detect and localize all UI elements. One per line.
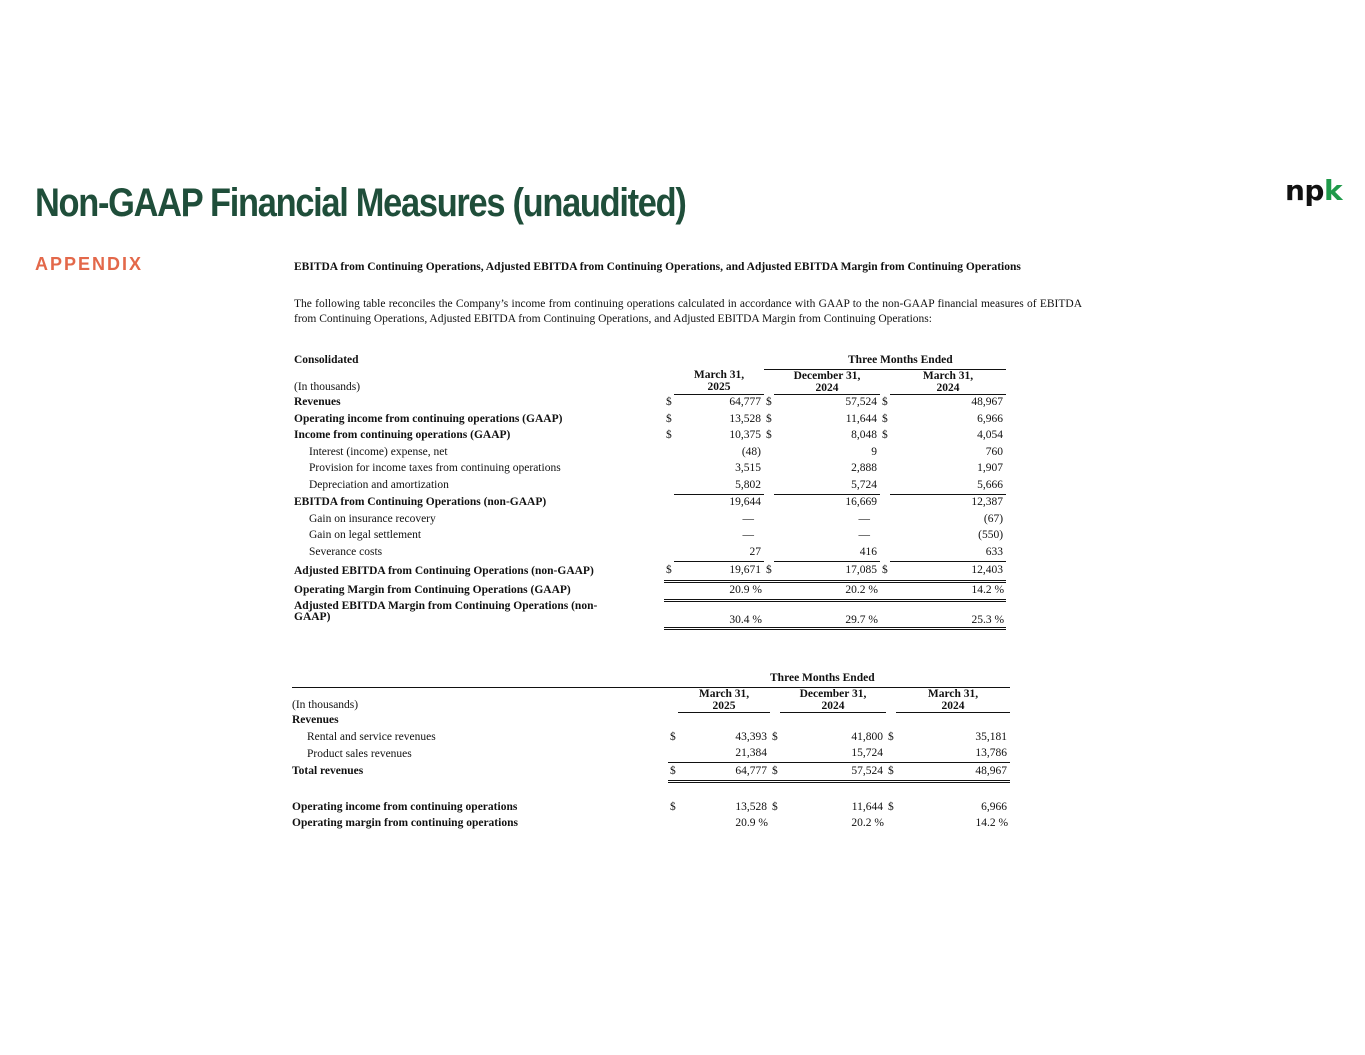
table-row: Income from continuing operations (GAAP) $ 10,375 $ 8,048 $ 4,054 <box>294 429 1004 442</box>
column-header: December 31, 2024 <box>774 369 880 394</box>
table-row: Interest (income) expense, net (48) 9 760 <box>309 445 1004 458</box>
table-row: Provision for income taxes from continuing operations 3,515 2,888 1,907 <box>309 462 1004 475</box>
logo-accent-letter: k <box>1323 174 1343 207</box>
npk-logo <box>1285 174 1342 207</box>
section-label: APPENDIX <box>35 254 144 274</box>
column-header: March 31, 2024 <box>896 687 1010 712</box>
table-row: EBITDA from Continuing Operations (non-GAAP) 19,644 16,669 12,387 <box>294 496 1004 509</box>
column-header: March 31, 2025 <box>678 687 770 712</box>
document-intro: The following table reconciles the Company’s income from continuing operations calculated in accordance with GAAP to the non-GAAP financial measures of EBITDA from Continuing Operations, Adjusted EBITDA from Continuing Operations, and Adjusted EBITDA Margin from Continuing Operations: <box>294 298 1082 325</box>
table-row: Severance costs 27 416 633 <box>294 544 1006 561</box>
column-header: March 31, 2024 <box>890 369 1006 394</box>
logo-text: np <box>1285 174 1324 207</box>
table-row: Gain on legal settlement — — (550) <box>309 529 1004 542</box>
column-header: December 31, 2024 <box>780 687 886 712</box>
table-section-label: Consolidated <box>294 354 359 366</box>
ebitda-reconciliation-table <box>294 352 1006 630</box>
table-row: Revenues $ 64,777 $ 57,524 $ 48,967 <box>294 396 1004 409</box>
table-row: Rental and service revenues $ 43,393 $ 41,800 $ 35,181 <box>307 730 1008 743</box>
table-row: Operating margin from continuing operations 20.9 % 20.2 % 14.2 % <box>292 817 1009 830</box>
table-row: Adjusted EBITDA Margin from Continuing Operations (non-GAAP) 30.4 % 29.7 % 25.3 % <box>294 601 1006 629</box>
table-row: Depreciation and amortization 5,802 5,724 5,666 <box>294 477 1006 494</box>
revenue-breakdown-table <box>292 670 1010 832</box>
table-row: Total revenues $ 64,777 $ 57,524 $ 48,967 <box>292 763 1010 782</box>
table-row: Operating income from continuing operations $ 13,528 $ 11,644 $ 6,966 <box>292 800 1008 813</box>
table-row: Product sales revenues 21,384 15,724 13,786 <box>292 746 1010 763</box>
period-header: Three Months Ended <box>764 352 1006 369</box>
units-label: (In thousands) <box>294 381 361 393</box>
period-header: Three Months Ended <box>770 670 1010 687</box>
table-row: Revenues <box>292 714 339 726</box>
column-header: March 31, 2025 <box>674 369 764 394</box>
table-row: Operating Margin from Continuing Operations (GAAP) 20.9 % 20.2 % 14.2 % <box>294 581 1006 601</box>
units-label: (In thousands) <box>292 699 359 711</box>
table-row: Adjusted EBITDA from Continuing Operations (non-GAAP) $ 19,671 $ 17,085 $ 12,403 <box>294 561 1006 581</box>
document-heading: EBITDA from Continuing Operations, Adjusted EBITDA from Continuing Operations, and Adjusted EBITDA Margin from Continuing Operations <box>294 261 1021 273</box>
page-title: Non-GAAP Financial Measures (unaudited) <box>35 181 686 225</box>
table-row: Gain on insurance recovery — — (67) <box>309 512 1004 525</box>
table-row: Operating income from continuing operations (GAAP) $ 13,528 $ 11,644 $ 6,966 <box>294 412 1004 425</box>
